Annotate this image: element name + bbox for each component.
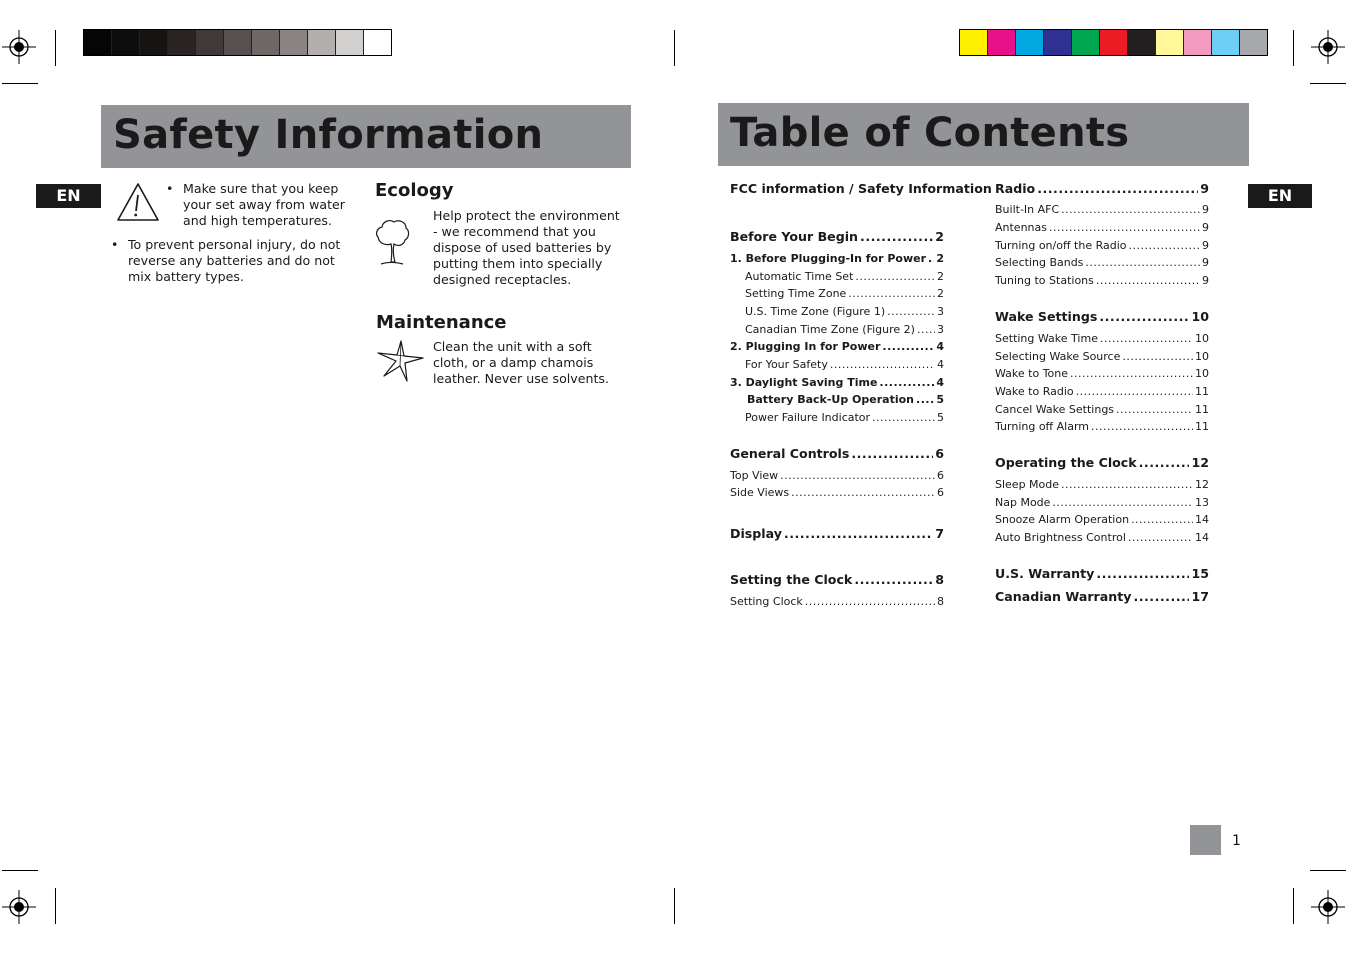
toc-entry-page: 9 — [1202, 239, 1209, 252]
toc-entry[interactable] — [995, 478, 1209, 491]
toc-entry-label: Before Your Begin — [730, 229, 859, 244]
toc-leader-dots — [882, 340, 934, 353]
toc-entry[interactable] — [730, 229, 944, 244]
color-swatch — [84, 30, 112, 55]
toc-entry[interactable] — [730, 526, 944, 541]
language-tab: EN — [1248, 184, 1312, 208]
toc-leader-dots — [851, 446, 933, 461]
toc-entry[interactable] — [995, 566, 1209, 581]
sparkle-icon — [376, 338, 426, 384]
toc-leader-dots — [848, 287, 935, 300]
toc-entry[interactable] — [745, 411, 944, 424]
toc-entry-label: Nap Mode — [995, 496, 1051, 509]
crop-mark — [1310, 83, 1346, 84]
toc-entry-page: 6 — [935, 446, 944, 461]
toc-entry[interactable] — [745, 323, 944, 336]
page-title: Table of Contents — [730, 110, 1130, 156]
toc-entry[interactable] — [730, 595, 944, 608]
toc-leader-dots — [1061, 478, 1193, 491]
toc-entry-label: Tuning to Stations — [995, 274, 1094, 287]
toc-leader-dots — [830, 358, 935, 371]
toc-entry-page: 10 — [1195, 332, 1209, 345]
toc-entry-page: 11 — [1195, 420, 1209, 433]
toc-entry[interactable] — [730, 446, 944, 461]
toc-leader-dots — [1139, 455, 1190, 470]
toc-entry[interactable] — [995, 367, 1209, 380]
toc-leader-dots — [1052, 496, 1193, 509]
toc-entry[interactable] — [730, 572, 944, 587]
toc-entry-page: 3 — [937, 305, 944, 318]
color-swatch — [140, 30, 168, 55]
toc-entry-page: 6 — [937, 486, 944, 499]
toc-entry-label: U.S. Time Zone (Figure 1) — [745, 305, 886, 318]
toc-entry-page: 13 — [1195, 496, 1209, 509]
toc-title-banner — [718, 103, 1249, 166]
toc-leader-dots — [1070, 367, 1193, 380]
toc-entry-page: 14 — [1195, 513, 1209, 526]
toc-entry-label: Top View — [730, 469, 779, 482]
toc-entry[interactable] — [995, 403, 1209, 416]
toc-entry-label: Wake Settings — [995, 309, 1098, 324]
toc-entry-label: Setting Time Zone — [745, 287, 847, 300]
toc-entry-label: Side Views — [730, 486, 790, 499]
toc-entry-page: 4 — [936, 340, 944, 353]
toc-entry-label: Sleep Mode — [995, 478, 1060, 491]
toc-leader-dots — [1096, 566, 1189, 581]
safety-title-banner — [101, 105, 631, 168]
toc-entry-page: 5 — [937, 411, 944, 424]
toc-leader-dots — [1116, 403, 1193, 416]
toc-entry-page: 10 — [1191, 309, 1209, 324]
toc-entry[interactable] — [995, 274, 1209, 287]
registration-mark-icon — [2, 890, 36, 924]
toc-entry-page: 9 — [1202, 221, 1209, 234]
safety-bullet: • Make sure that you keep your set away from water and high temperatures. — [166, 181, 346, 229]
toc-entry-page: 8 — [935, 572, 944, 587]
ecology-heading: Ecology — [375, 180, 454, 201]
toc-leader-dots — [1128, 531, 1193, 544]
toc-entry[interactable] — [745, 270, 944, 283]
toc-entry[interactable] — [730, 340, 944, 353]
toc-leader-dots — [1129, 239, 1200, 252]
toc-entry-label: Snooze Alarm Operation — [995, 513, 1130, 526]
toc-entry[interactable] — [995, 589, 1209, 604]
toc-entry-label: 2. Plugging In for Power — [730, 340, 881, 353]
toc-leader-dots — [1096, 274, 1200, 287]
toc-entry-label: Wake to Tone — [995, 367, 1069, 380]
toc-leader-dots — [1085, 256, 1200, 269]
toc-entry-label: Canadian Time Zone (Figure 2) — [745, 323, 915, 336]
toc-entry-label: Radio — [995, 181, 1036, 196]
toc-entry[interactable] — [995, 420, 1209, 433]
color-swatch — [1128, 30, 1156, 55]
toc-entry-label: For Your Safety — [745, 358, 828, 371]
toc-entry[interactable] — [747, 393, 944, 406]
crop-mark — [55, 888, 56, 924]
safety-bullets-bottom — [111, 237, 341, 285]
registration-mark-icon — [1311, 890, 1345, 924]
toc-entry-page: 7 — [935, 526, 944, 541]
toc-entry-label: Operating the Clock — [995, 455, 1137, 470]
toc-leader-dots — [928, 252, 934, 265]
crop-mark — [55, 30, 56, 66]
maintenance-text: Clean the unit with a soft cloth, or a damp chamois leather. Never use solvents. — [433, 339, 609, 386]
color-swatch — [1016, 30, 1044, 55]
toc-entry[interactable] — [730, 486, 944, 499]
color-swatch — [336, 30, 364, 55]
toc-leader-dots — [805, 595, 935, 608]
toc-leader-dots — [791, 486, 935, 499]
toc-entry[interactable] — [995, 309, 1209, 324]
registration-mark-icon — [1311, 30, 1345, 64]
toc-leader-dots — [855, 270, 935, 283]
color-swatch — [988, 30, 1016, 55]
toc-entry-page: 6 — [937, 469, 944, 482]
toc-entry-page: 10 — [1195, 367, 1209, 380]
color-swatch — [112, 30, 140, 55]
toc-entry-page: 14 — [1195, 531, 1209, 544]
page-title: Safety Information — [113, 112, 544, 158]
crop-mark — [1293, 30, 1294, 66]
toc-leader-dots — [784, 526, 933, 541]
toc-entry-label: Selecting Bands — [995, 256, 1084, 269]
process-color-bar — [959, 29, 1268, 56]
crop-mark — [1293, 888, 1294, 924]
toc-entry-page: 4 — [936, 376, 944, 389]
color-swatch — [196, 30, 224, 55]
toc-leader-dots — [916, 393, 934, 406]
toc-entry-label: Canadian Warranty — [995, 589, 1132, 604]
crop-mark — [674, 888, 675, 924]
toc-leader-dots — [1037, 181, 1198, 196]
page-number: 1 — [1232, 833, 1241, 849]
toc-entry-label: Turning off Alarm — [995, 420, 1089, 433]
toc-entry-page: 9 — [1202, 256, 1209, 269]
toc-entry-page: 2 — [935, 229, 944, 244]
toc-leader-dots — [1091, 420, 1193, 433]
toc-entry-label: 3. Daylight Saving Time — [730, 376, 878, 389]
toc-leader-dots — [1061, 203, 1200, 216]
color-swatch — [308, 30, 336, 55]
toc-entry-label: Selecting Wake Source — [995, 350, 1121, 363]
language-tab: EN — [36, 184, 101, 208]
toc-entry-label: Turning on/off the Radio — [995, 239, 1127, 252]
toc-entry-page: 11 — [1195, 385, 1209, 398]
color-swatch — [1072, 30, 1100, 55]
color-swatch — [1184, 30, 1212, 55]
tree-icon — [373, 216, 413, 268]
toc-entry-label: Auto Brightness Control — [995, 531, 1126, 544]
toc-entry-page: 3 — [937, 323, 944, 336]
toc-entry-label: Built-In AFC — [995, 203, 1060, 216]
toc-entry-label: Automatic Time Set — [745, 270, 854, 283]
registration-mark-icon — [2, 30, 36, 64]
toc-entry-page: 10 — [1195, 350, 1209, 363]
toc-entry-page: 9 — [1202, 274, 1209, 287]
ecology-text: Help protect the environment - we recommend that you dispose of used batteries by putting them into specially designed receptacles. — [433, 208, 620, 287]
toc-entry[interactable] — [995, 455, 1209, 470]
toc-entry[interactable] — [995, 496, 1209, 509]
toc-leader-dots — [872, 411, 935, 424]
toc-entry-page: 8 — [937, 595, 944, 608]
toc-entry-label: General Controls — [730, 446, 850, 461]
warning-triangle-icon — [115, 181, 161, 223]
toc-entry[interactable] — [730, 376, 944, 389]
toc-leader-dots — [1131, 513, 1193, 526]
safety-bullet: • To prevent personal injury, do not reverse any batteries and do not mix battery types. — [111, 237, 341, 285]
toc-entry-page: 17 — [1191, 589, 1209, 604]
toc-entry-label: U.S. Warranty — [995, 566, 1095, 581]
color-swatch — [960, 30, 988, 55]
toc-entry[interactable] — [730, 181, 992, 196]
toc-leader-dots — [879, 376, 934, 389]
toc-entry-page: 2 — [937, 270, 944, 283]
crop-mark — [674, 30, 675, 66]
color-swatch — [1044, 30, 1072, 55]
safety-bullets-top — [166, 181, 346, 229]
toc-entry-page: 15 — [1191, 566, 1209, 581]
toc-entry-page: 2 — [937, 287, 944, 300]
toc-entry[interactable] — [730, 469, 944, 482]
color-swatch — [224, 30, 252, 55]
toc-leader-dots — [1100, 332, 1193, 345]
color-swatch — [1156, 30, 1184, 55]
toc-entry-label: Setting the Clock — [730, 572, 853, 587]
toc-leader-dots — [1133, 589, 1189, 604]
color-swatch — [1212, 30, 1240, 55]
toc-entry-label: FCC information / Safety Information — [730, 181, 992, 196]
crop-mark — [1310, 870, 1346, 871]
toc-entry-label: Setting Wake Time — [995, 332, 1098, 345]
color-swatch — [364, 30, 391, 55]
toc-entry[interactable] — [995, 332, 1209, 345]
crop-mark — [2, 83, 38, 84]
toc-entry-label: Display — [730, 526, 782, 541]
toc-entry[interactable] — [995, 385, 1209, 398]
toc-entry-page: 11 — [1195, 403, 1209, 416]
toc-entry-label: Cancel Wake Settings — [995, 403, 1115, 416]
toc-leader-dots — [1076, 385, 1193, 398]
toc-entry[interactable] — [995, 203, 1209, 216]
color-swatch — [1240, 30, 1267, 55]
toc-leader-dots — [854, 572, 933, 587]
toc-entry[interactable] — [995, 239, 1209, 252]
toc-entry[interactable] — [995, 256, 1209, 269]
grayscale-color-bar — [83, 29, 392, 56]
toc-entry-page: 9 — [1202, 203, 1209, 216]
toc-leader-dots — [1099, 309, 1189, 324]
toc-entry[interactable] — [745, 305, 944, 318]
toc-entry-label: 1. Before Plugging-In for Power — [730, 252, 927, 265]
toc-entry-page: 4 — [937, 358, 944, 371]
toc-entry-label: Power Failure Indicator — [745, 411, 871, 424]
color-swatch — [252, 30, 280, 55]
color-swatch — [1100, 30, 1128, 55]
toc-entry[interactable] — [995, 513, 1209, 526]
crop-mark — [2, 870, 38, 871]
toc-entry[interactable] — [995, 181, 1209, 196]
toc-leader-dots — [887, 305, 935, 318]
toc-entry[interactable] — [745, 358, 944, 371]
color-swatch — [280, 30, 308, 55]
toc-leader-dots — [780, 469, 935, 482]
toc-entry[interactable] — [730, 252, 944, 265]
maintenance-heading: Maintenance — [376, 312, 507, 333]
color-swatch — [168, 30, 196, 55]
page-number-box — [1190, 825, 1221, 855]
toc-entry[interactable] — [745, 287, 944, 300]
toc-entry-page: 12 — [1191, 455, 1209, 470]
toc-entry-label: Wake to Radio — [995, 385, 1074, 398]
toc-entry[interactable] — [995, 221, 1209, 234]
toc-entry-page: 9 — [1200, 181, 1209, 196]
toc-entry-page: 2 — [936, 252, 944, 265]
toc-entry[interactable] — [995, 350, 1209, 363]
toc-entry-label: Antennas — [995, 221, 1047, 234]
toc-entry-page: 12 — [1195, 478, 1209, 491]
toc-entry-label: Battery Back-Up Operation — [747, 393, 915, 406]
toc-entry-label: Setting Clock — [730, 595, 803, 608]
toc-leader-dots — [1049, 221, 1200, 234]
toc-leader-dots — [860, 229, 933, 244]
toc-entry-page: 5 — [936, 393, 944, 406]
toc-leader-dots — [1122, 350, 1193, 363]
toc-entry[interactable] — [995, 531, 1209, 544]
toc-leader-dots — [917, 323, 935, 336]
